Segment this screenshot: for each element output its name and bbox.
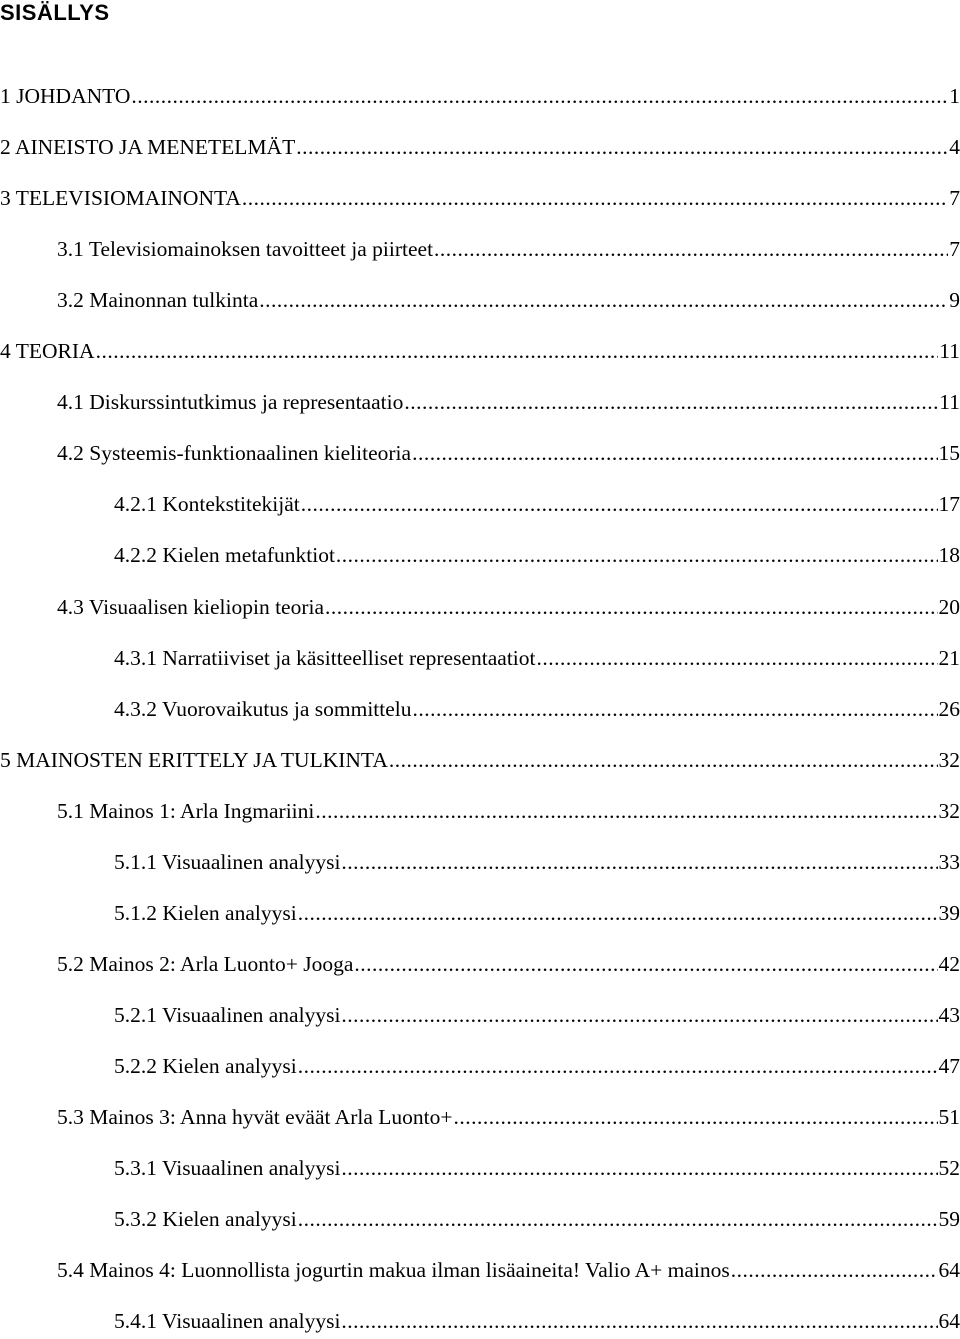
toc-page-number: 4 — [949, 135, 960, 160]
page-title: SISÄLLYS — [0, 0, 110, 25]
toc-entry-title: 4 TEORIA — [0, 339, 95, 364]
toc-entry-title: 5.3.2 Kielen analyysi — [114, 1207, 297, 1232]
toc-entry[interactable] — [57, 234, 960, 264]
toc-page-number: 7 — [949, 186, 960, 211]
dot-leader — [96, 336, 939, 366]
dot-leader — [413, 694, 938, 724]
toc-entry[interactable] — [114, 1204, 960, 1234]
toc-entry[interactable] — [114, 1153, 960, 1183]
toc-page-number: 9 — [949, 288, 960, 313]
toc-page-number: 11 — [939, 390, 960, 415]
dot-leader — [336, 540, 938, 570]
dot-leader — [731, 1255, 938, 1285]
toc-entry-title: 4.1 Diskurssintutkimus ja representaatio — [57, 390, 404, 415]
toc-entry-title: 5.3 Mainos 3: Anna hyvät eväät Arla Luonto+ — [57, 1105, 453, 1129]
toc-entry[interactable] — [114, 643, 960, 673]
toc-entry-title: 5.2.1 Visuaalinen analyysi — [114, 1002, 341, 1027]
dot-leader — [354, 949, 937, 979]
dot-leader — [131, 81, 948, 111]
dot-leader — [298, 1051, 938, 1081]
dot-leader — [412, 438, 937, 468]
toc-entry[interactable] — [57, 949, 960, 979]
toc-entry[interactable] — [57, 1102, 960, 1132]
toc-entry[interactable] — [114, 694, 960, 724]
toc-entry-title: 5.4 Mainos 4: Luonnollista jogurtin makua ilman lisäaineita! Valio A+ mainos — [57, 1258, 730, 1283]
toc-page-number: 26 — [938, 696, 960, 721]
toc-entry[interactable] — [57, 592, 960, 622]
toc-entry[interactable] — [114, 540, 960, 570]
toc-page-number: 39 — [938, 900, 960, 925]
dot-leader — [315, 796, 937, 826]
toc-entry[interactable] — [57, 1255, 960, 1285]
toc-page-number: 43 — [938, 1002, 960, 1027]
toc-entry-title: 4.3.2 Vuorovaikutus ja sommittelu — [114, 696, 412, 721]
toc-entry[interactable] — [114, 489, 960, 519]
toc-entry-title: 4.2 Systeemis-funktionaalinen kieliteoria — [57, 441, 412, 466]
dot-leader — [341, 847, 937, 877]
toc-page-number: 1 — [949, 84, 960, 108]
dot-leader — [404, 387, 938, 417]
toc-entry[interactable] — [0, 745, 960, 775]
toc-entry-title: 5.1.1 Visuaalinen analyysi — [114, 849, 341, 874]
dot-leader — [434, 234, 948, 264]
toc-page-number: 59 — [938, 1207, 960, 1232]
toc-page-number: 17 — [938, 492, 960, 517]
toc-entry-title: 5.1 Mainos 1: Arla Ingmariini — [57, 798, 315, 823]
toc-entry-title: 5.4.1 Visuaalinen analyysi — [114, 1309, 341, 1334]
toc-page-number: 21 — [938, 645, 960, 670]
dot-leader — [341, 1000, 937, 1030]
toc-entry[interactable] — [0, 81, 960, 111]
toc-entry-title: 5.3.1 Visuaalinen analyysi — [114, 1156, 341, 1181]
dot-leader — [341, 1153, 937, 1183]
toc-entry-title: 2 AINEISTO JA MENETELMÄT — [0, 135, 296, 160]
toc-entry-title: 4.2.1 Kontekstitekijät — [114, 492, 300, 517]
dot-leader — [296, 132, 948, 162]
toc-page-number: 32 — [938, 747, 960, 772]
toc-page-number: 15 — [938, 441, 960, 466]
toc-entry[interactable] — [114, 1000, 960, 1030]
toc-entry-title: 3.1 Televisiomainoksen tavoitteet ja piirteet — [57, 237, 434, 262]
toc-entry[interactable] — [57, 796, 960, 826]
toc-page-number: 64 — [938, 1309, 960, 1334]
toc-entry-title: 5.2 Mainos 2: Arla Luonto+ Jooga — [57, 951, 354, 976]
toc-entry-title: 3.2 Mainonnan tulkinta — [57, 288, 259, 313]
toc-page-number: 20 — [938, 594, 960, 619]
toc-entry-title: 3 TELEVISIOMAINONTA — [0, 186, 241, 211]
toc-page-number: 7 — [949, 237, 960, 262]
toc-entry-title: 5 MAINOSTEN ERITTELY JA TULKINTA — [0, 747, 388, 772]
toc-page-number: 51 — [938, 1105, 960, 1129]
dot-leader — [389, 745, 938, 775]
dot-leader — [298, 1204, 938, 1234]
dot-leader — [242, 183, 948, 213]
toc-page-number: 32 — [938, 798, 960, 823]
toc-entry[interactable] — [0, 132, 960, 162]
toc-page-number: 47 — [938, 1053, 960, 1078]
toc-entry-title: 4.3.1 Narratiiviset ja käsitteelliset representaatiot — [114, 645, 536, 670]
toc-entry[interactable] — [57, 387, 960, 417]
toc-entry[interactable] — [114, 847, 960, 877]
toc-entry[interactable] — [114, 1051, 960, 1081]
dot-leader — [537, 643, 938, 673]
toc-page-number: 11 — [939, 339, 960, 364]
toc-entry-title: 1 JOHDANTO — [0, 84, 131, 108]
toc-entry[interactable] — [114, 898, 960, 928]
dot-leader — [301, 489, 938, 519]
toc-page-number: 42 — [938, 951, 960, 976]
toc-entry[interactable] — [0, 336, 960, 366]
toc-page-number: 18 — [938, 543, 960, 568]
toc-entry-title: 4.2.2 Kielen metafunktiot — [114, 543, 335, 568]
toc-entry-title: 5.1.2 Kielen analyysi — [114, 900, 297, 925]
toc-page-number: 33 — [938, 849, 960, 874]
toc-page-number: 64 — [938, 1258, 960, 1283]
toc-entry[interactable] — [0, 183, 960, 213]
dot-leader — [325, 592, 937, 622]
toc-page-number: 52 — [938, 1156, 960, 1181]
toc-entry-title: 4.3 Visuaalisen kieliopin teoria — [57, 594, 325, 619]
toc-entry-title: 5.2.2 Kielen analyysi — [114, 1053, 297, 1078]
toc-entry[interactable] — [57, 285, 960, 315]
dot-leader — [259, 285, 948, 315]
toc-entry[interactable] — [114, 1306, 960, 1336]
dot-leader — [298, 898, 938, 928]
dot-leader — [453, 1102, 937, 1132]
dot-leader — [341, 1306, 937, 1336]
toc-entry[interactable] — [57, 438, 960, 468]
